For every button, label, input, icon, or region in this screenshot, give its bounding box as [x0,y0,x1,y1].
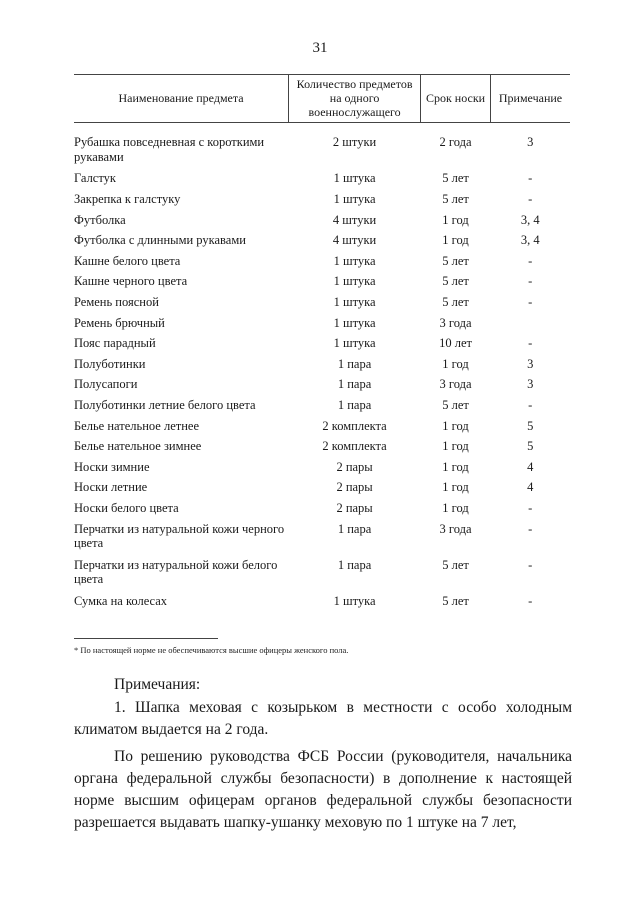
quantity-cell: 4 штуки [332,212,377,227]
quantity-cell: 2 пары [336,459,373,474]
item-name-cell: Носки зимние [74,459,150,474]
wear-term-cell: 2 года [439,135,472,150]
wear-term-cell: 3 года [439,377,472,392]
quantity-cell: 1 пара [337,557,372,572]
wear-term-cell: 5 лет [442,593,469,608]
note-cell: - [528,557,533,572]
quantity-cell: 4 штуки [332,233,377,248]
item-name-cell: Футболка с длинными рукавами [74,233,246,248]
item-name-cell: Белье нательное зимнее [74,439,202,454]
item-name-cell: Полусапоги [74,377,138,392]
header-wear-term: Срок носки [421,75,491,123]
quantity-cell: 1 штука [333,593,376,608]
quantity-cell: 1 штука [333,295,376,310]
table-row [74,480,570,501]
item-name-cell: Носки летние [74,480,148,495]
quantity-cell: 2 комплекта [322,418,387,433]
quantity-cell: 1 пара [337,398,372,412]
table-row [74,419,570,440]
note-cell: - [528,295,533,310]
table-row [74,522,570,558]
wear-term-cell: 3 года [439,315,472,330]
page-number: 31 [312,40,328,56]
wear-term-cell: 3 года [439,521,472,536]
wear-term-cell: 5 лет [442,192,469,207]
table-header [74,75,570,123]
wear-term-cell: 5 лет [442,253,469,268]
quantity-cell: 1 штука [333,253,376,268]
notes-paragraph: По решению руководства ФСБ России (руководителя, начальника органа федеральной службы безопасности) в дополнение к настоящей норме высшим офицерам органов федеральной службы безопасности разрешается выдавать шапку-ушанку меховую по 1 штуке на 7 лет, [74,748,572,831]
wear-term-cell: 5 лет [442,398,469,412]
wear-term-cell: 1 год [442,439,469,454]
item-name-cell: Закрепка к галстуку [74,192,181,207]
quantity-cell: 1 штука [333,274,376,289]
item-name-cell: Пояс парадный [74,336,156,351]
note-cell: - [528,336,533,351]
quantity-cell: 1 пара [337,356,372,371]
quantity-cell: 1 штука [333,192,376,207]
item-name-cell: Футболка [74,212,126,227]
note-cell: 3 [527,356,534,371]
header-quantity: Количество предметов на одного военнослужащего [289,75,421,123]
table-row [74,460,570,481]
note-cell: 3, 4 [520,233,540,248]
wear-term-cell: 1 год [442,480,469,495]
item-name-cell: Носки белого цвета [74,500,179,515]
table-row [74,233,570,254]
header-item-name: Наименование предмета [74,75,289,123]
quantity-cell: 2 пары [336,480,373,495]
item-name-cell: Сумка на колесах [74,593,168,608]
quantity-cell: 1 пара [337,377,372,392]
item-name-cell: Кашне черного цвета [74,274,188,289]
item-name-cell: Рубашка повседневная с короткими рукавами [74,135,265,165]
wear-term-cell: 10 лет [439,336,472,351]
note-cell: 4 [527,480,534,495]
wear-term-cell: 5 лет [442,295,469,310]
note-cell: - [528,253,533,268]
table-row [74,295,570,316]
table-row [74,192,570,213]
note-cell: - [528,192,533,207]
table-row [74,336,570,357]
item-name-cell: Перчатки из натуральной кожи белого цвета [74,557,278,587]
table-body [74,123,570,614]
quantity-cell: 2 пары [336,500,373,515]
note-cell: - [528,398,533,412]
item-name-cell: Ремень брючный [74,315,165,330]
note-cell: - [528,274,533,289]
wear-term-cell: 1 год [442,233,469,248]
footnote-divider [74,638,218,639]
table-row [74,594,570,615]
table-row [74,398,570,419]
table-row [74,501,570,522]
clothing-norms-table [74,74,570,614]
note-cell: - [528,521,533,536]
item-name-cell: Ремень поясной [74,295,159,310]
wear-term-cell: 5 лет [442,274,469,289]
footnote: * По настоящей норме не обеспечиваются высшие офицеры женского пола. [74,645,349,655]
quantity-cell: 2 штуки [332,135,377,150]
note-cell: - [528,171,533,186]
notes-paragraph: 1. Шапка меховая с козырьком в местности с особо холодным климатом выдается на 2 года. [74,699,572,738]
note-cell: - [528,593,533,608]
wear-term-cell: 1 год [442,418,469,433]
table-row [74,274,570,295]
wear-term-cell: 1 год [442,356,469,371]
item-name-cell: Полуботинки летние белого цвета [74,398,256,412]
item-name-cell: Белье нательное летнее [74,418,199,433]
wear-term-cell: 5 лет [442,171,469,186]
norms-table [74,74,570,614]
wear-term-cell: 1 год [442,212,469,227]
table-row [74,439,570,460]
table-row [74,316,570,337]
item-name-cell: Галстук [74,171,116,186]
wear-term-cell: 1 год [442,500,469,515]
note-cell: 5 [527,418,534,433]
wear-term-cell: 5 лет [442,557,469,572]
quantity-cell: 1 штука [333,315,376,330]
notes-heading: Примечания: [114,676,201,693]
note-cell: - [528,500,533,515]
quantity-cell: 1 штука [333,336,376,351]
table-row [74,135,570,171]
table-row [74,254,570,275]
table-row [74,558,570,594]
note-cell: 3, 4 [520,212,540,227]
table-row [74,213,570,234]
quantity-cell: 1 штука [333,171,376,186]
quantity-cell: 2 комплекта [322,439,387,454]
note-cell: 3 [527,377,534,392]
table-row [74,357,570,378]
note-cell: 5 [527,439,534,454]
item-name-cell: Кашне белого цвета [74,253,181,268]
table-row [74,171,570,192]
table-row [74,377,570,398]
wear-term-cell: 1 год [442,459,469,474]
item-name-cell: Полуботинки [74,356,146,371]
quantity-cell: 1 пара [337,521,372,536]
note-cell [491,316,571,337]
item-name-cell: Перчатки из натуральной кожи черного цвета [74,521,285,551]
header-note: Примечание [491,75,571,123]
note-cell: 3 [527,135,534,150]
notes-section [74,674,572,834]
note-cell: 4 [527,459,534,474]
